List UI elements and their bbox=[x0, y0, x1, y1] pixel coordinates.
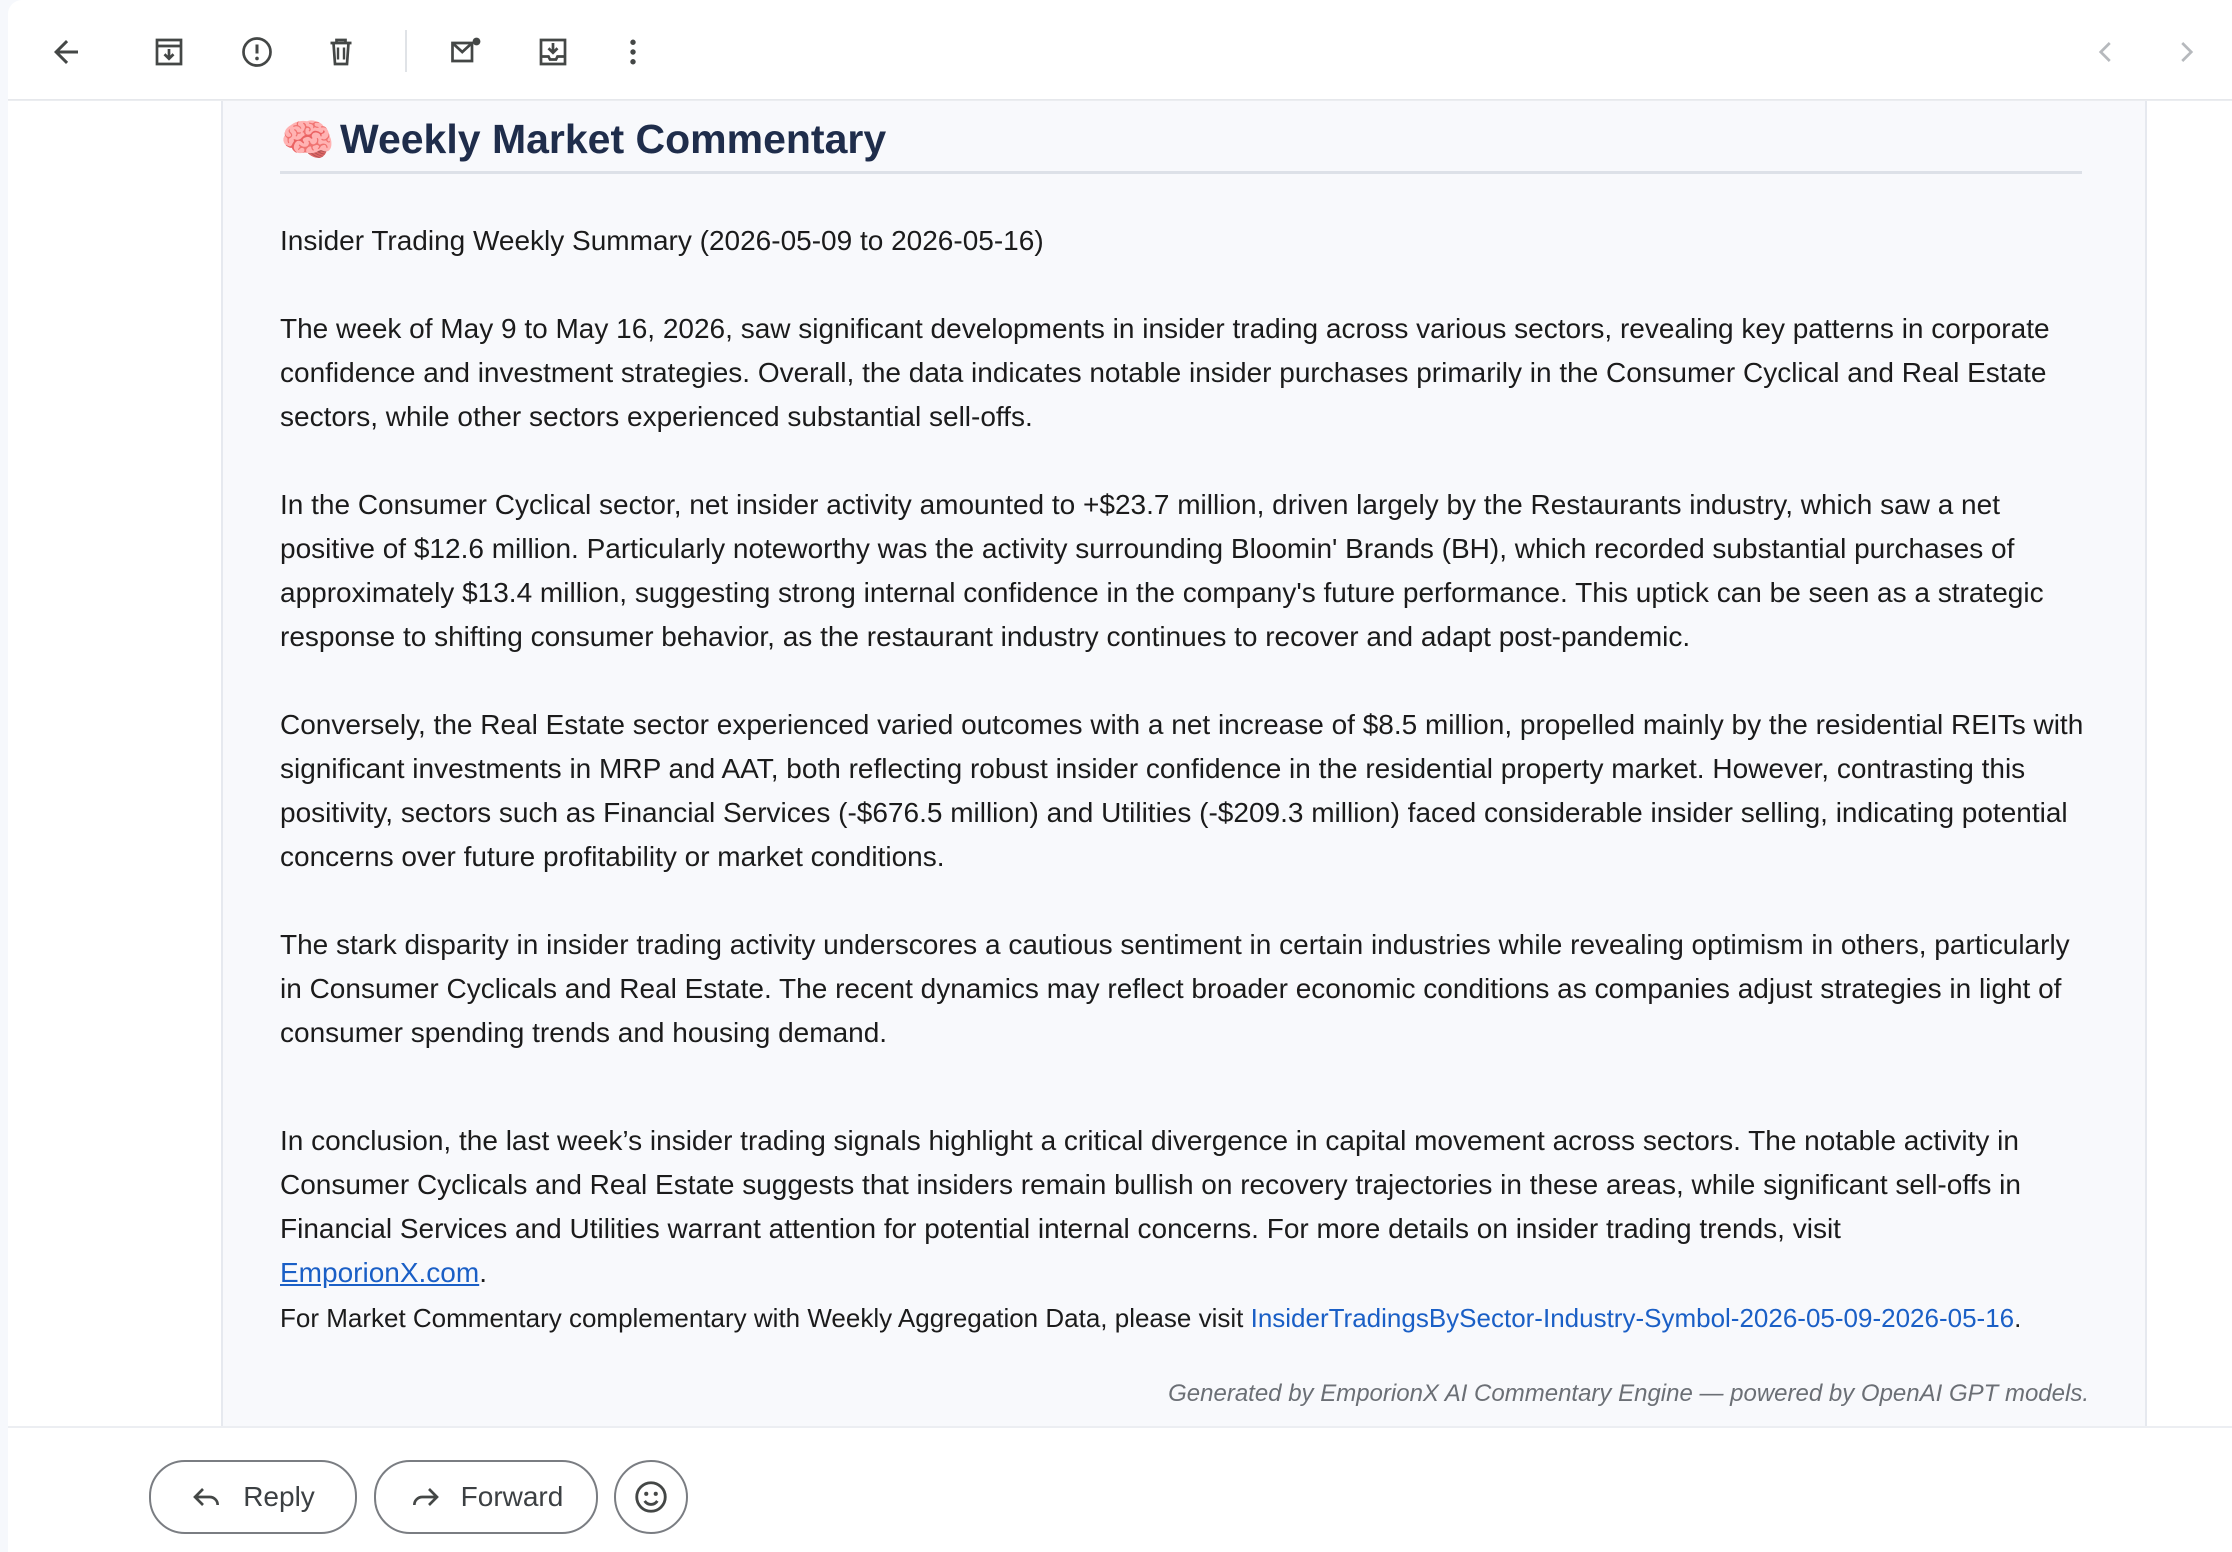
newsletter-heading bbox=[280, 105, 2082, 173]
report-spam-icon bbox=[239, 34, 275, 70]
back-arrow-icon bbox=[48, 34, 84, 70]
archive-icon bbox=[151, 34, 187, 70]
forward-arrow-icon bbox=[409, 1481, 441, 1513]
more-options-button[interactable] bbox=[603, 22, 663, 82]
message-toolbar bbox=[8, 0, 2232, 101]
toolbar-divider bbox=[405, 30, 407, 72]
heading-title: Weekly Market Commentary bbox=[340, 115, 887, 162]
message-scroll-area[interactable] bbox=[8, 101, 2232, 1426]
mark-unread-icon bbox=[448, 34, 484, 70]
archive-button[interactable] bbox=[139, 22, 199, 82]
paragraph-disparity: The stark disparity in insider trading activity underscores a cautious sentiment in certain industries while revealing optimism in others, particularly in Consumer Cyclicals and Real Estate. The recent dynamics may reflect broader economic conditions as companies adjust strategies in light of consumer spending trends and housing demand. bbox=[280, 929, 2070, 1048]
smiley-icon bbox=[632, 1478, 670, 1516]
back-button[interactable] bbox=[36, 22, 96, 82]
conclusion-text: In conclusion, the last week’s insider trading signals highlight a critical divergence in capital movement across sectors. The notable activity in Consumer Cyclicals and Real Estate suggests that insiders remain bullish on recovery trajectories in these areas, while significant sell-offs in Financial Services and Utilities warrant attention for potential internal concerns. For more details on insider trading trends, visit bbox=[280, 1125, 2021, 1244]
newer-button[interactable] bbox=[2076, 22, 2136, 82]
move-to-button[interactable] bbox=[523, 22, 583, 82]
commentary-body bbox=[280, 219, 2088, 1099]
paragraph-conclusion bbox=[280, 1119, 2088, 1295]
delete-icon bbox=[323, 34, 359, 70]
heading-divider bbox=[280, 171, 2082, 174]
reply-arrow-icon bbox=[191, 1481, 223, 1513]
generated-by-note: Generated by EmporionX AI Commentary Engine — powered by OpenAI GPT models. bbox=[1168, 1380, 2089, 1407]
aggregation-period: . bbox=[2014, 1303, 2022, 1333]
reply-bar bbox=[8, 1426, 2232, 1552]
reply-button[interactable] bbox=[149, 1460, 357, 1534]
forward-button[interactable] bbox=[374, 1460, 598, 1534]
prev-chevron-icon bbox=[2088, 34, 2124, 70]
newsletter-card bbox=[221, 101, 2147, 1426]
conclusion-period: . bbox=[479, 1257, 487, 1288]
move-to-icon bbox=[535, 34, 571, 70]
paragraph-overview: The week of May 9 to May 16, 2026, saw significant developments in insider trading across various sectors, revealing key patterns in corporate confidence and investment strategies. Overall, the data indicates notable insider purchases primarily in the Consumer Cyclical and Real Estate sectors, while other sectors experienced substantial sell-offs. bbox=[280, 313, 2050, 432]
aggregation-prefix: For Market Commentary complementary with Weekly Aggregation Data, please visit bbox=[280, 1303, 1244, 1333]
delete-button[interactable] bbox=[311, 22, 371, 82]
paragraph-consumer-cyclical: In the Consumer Cyclical sector, net insider activity amounted to +$23.7 million, driven largely by the Restaurants industry, which saw a net positive of $12.6 million. Particularly noteworthy was the activity surrounding Bloomin' Brands (BH), which recorded substantial purchases of approximately $13.4 million, suggesting strong internal confidence in the company's future performance. This uptick can be seen as a strategic response to shifting consumer behavior, as the restaurant industry continues to recover and adapt post-pandemic. bbox=[280, 489, 2044, 652]
emoji-reaction-button[interactable] bbox=[614, 1460, 688, 1534]
report-spam-button[interactable] bbox=[227, 22, 287, 82]
reply-label: Reply bbox=[243, 1481, 315, 1512]
forward-label: Forward bbox=[460, 1481, 564, 1512]
summary-title: Insider Trading Weekly Summary (2026-05-09 to 2026-05-16) bbox=[280, 225, 1044, 256]
older-button[interactable] bbox=[2156, 22, 2216, 82]
aggregation-data-link[interactable]: InsiderTradingsBySector-Industry-Symbol-2026-05-09-2026-05-16 bbox=[1250, 1303, 2015, 1333]
next-chevron-icon bbox=[2168, 34, 2204, 70]
emporionx-link[interactable]: EmporionX.com bbox=[280, 1257, 480, 1288]
paragraph-real-estate: Conversely, the Real Estate sector experienced varied outcomes with a net increase of $8.5 million, propelled mainly by the residential REITs with significant investments in MRP and AAT, both reflecting robust insider confidence in the residential property market. However, contrasting this positivity, sectors such as Financial Services (-$676.5 million) and Utilities (-$209.3 million) faced considerable insider selling, indicating potential concerns over future profitability or market conditions. bbox=[280, 709, 2084, 872]
aggregation-line bbox=[280, 1300, 2088, 1336]
brain-emoji-icon: 🧠 bbox=[280, 116, 335, 165]
mark-unread-button[interactable] bbox=[436, 22, 496, 82]
more-vert-icon bbox=[615, 34, 651, 70]
